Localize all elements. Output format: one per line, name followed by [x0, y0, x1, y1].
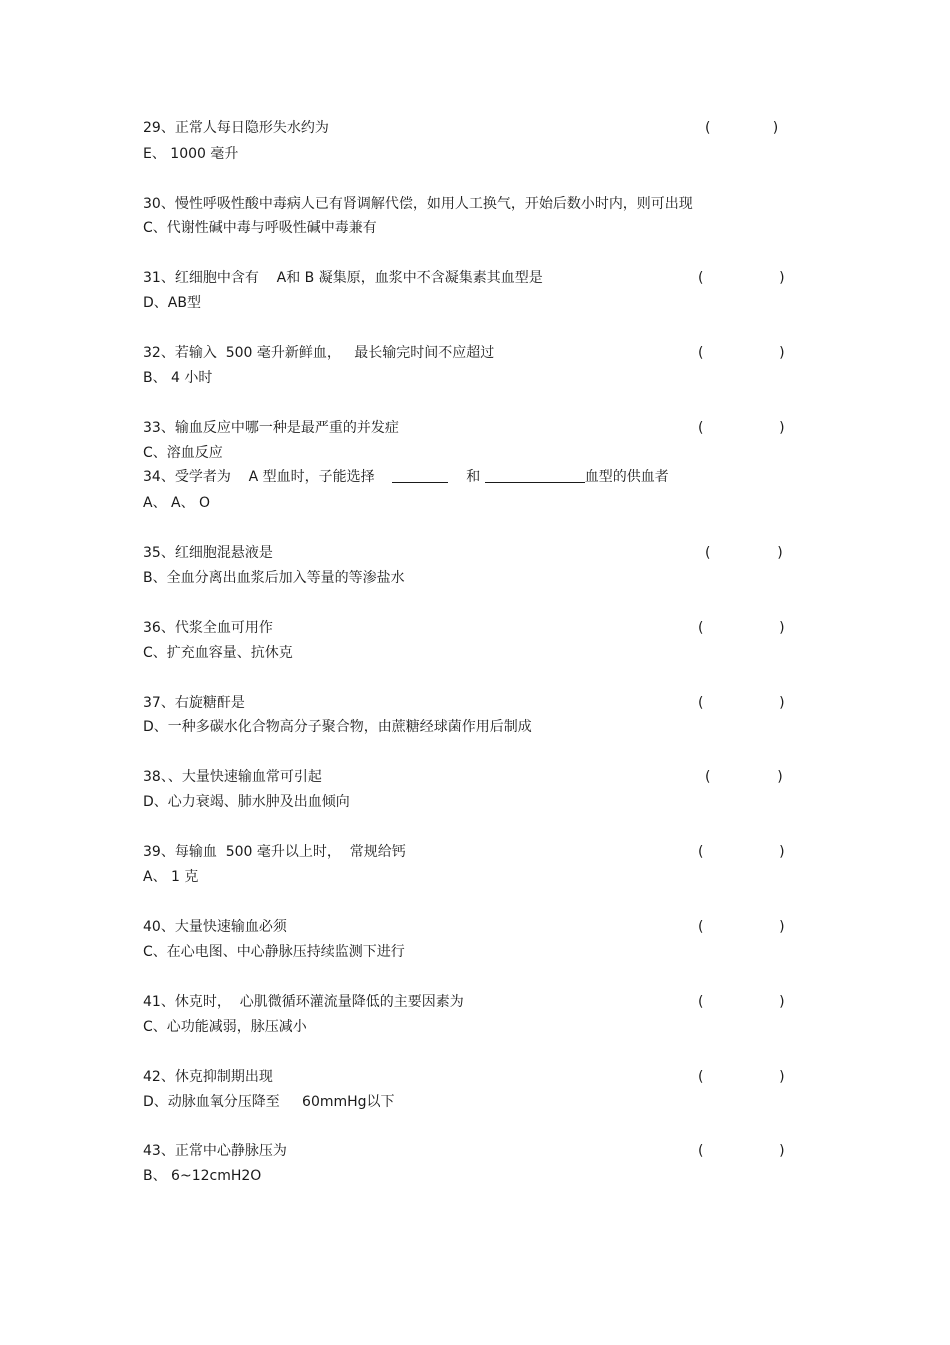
question-answer: D、动脉血氧分压降至 60mmHg以下 [143, 1094, 395, 1110]
question-stem: 31、红细胞中含有 A和 B 凝集原，血浆中不含凝集素其血型是 [143, 270, 543, 286]
question-stem: 42、休克抑制期出现 [143, 1069, 273, 1085]
question-answer: C、在心电图、中心静脉压持续监测下进行 [143, 944, 405, 960]
question-answer: A、 1 克 [143, 869, 199, 885]
answer-blank-paren: ( ) [705, 120, 779, 136]
fill-blank [485, 468, 585, 483]
question-answer: A、 A、 O [143, 495, 211, 511]
answer-blank-paren: ( ) [698, 695, 785, 711]
question-stem-part: 34、受学者为 A 型血时，子能选择 [143, 469, 375, 485]
answer-blank-paren: ( ) [698, 994, 785, 1010]
question-stem: 39、每输血 500 毫升以上时， 常规给钙 [143, 844, 406, 860]
question-answer: C、心功能减弱，脉压减小 [143, 1019, 307, 1035]
question-stem: 36、代浆全血可用作 [143, 620, 273, 636]
question-answer: D、AB型 [143, 295, 201, 311]
fill-blank [392, 468, 448, 483]
question-answer: C、代谢性碱中毒与呼吸性碱中毒兼有 [143, 220, 377, 236]
question-stem-part: 血型的供血者 [584, 469, 669, 485]
question-answer: C、溶血反应 [143, 445, 223, 461]
answer-blank-paren: ( ) [698, 270, 785, 286]
question-stem: 30、慢性呼吸性酸中毒病人已有肾调解代偿，如用人工换气，开始后数小时内，则可出现 [143, 196, 693, 212]
answer-blank-paren: ( ) [698, 1143, 785, 1159]
question-stem: 33、输血反应中哪一种是最严重的并发症 [143, 420, 399, 436]
question-answer: B、 4 小时 [143, 370, 213, 386]
question-stem: 35、红细胞混悬液是 [143, 545, 273, 561]
question-answer: D、一种多碳水化合物高分子聚合物，由蔗糖经球菌作用后制成 [143, 719, 532, 735]
answer-blank-paren: ( ) [698, 620, 785, 636]
question-stem: 32、若输入 500 毫升新鲜血， 最长输完时间不应超过 [143, 345, 495, 361]
answer-blank-paren: ( ) [705, 545, 783, 561]
answer-blank-paren: ( ) [698, 420, 785, 436]
question-answer: D、心力衰竭、肺水肿及出血倾向 [143, 794, 350, 810]
question-answer: B、全血分离出血浆后加入等量的等渗盐水 [143, 570, 405, 586]
question-stem: 41、休克时， 心肌微循环灌流量降低的主要因素为 [143, 994, 464, 1010]
answer-blank-paren: ( ) [698, 844, 785, 860]
question-stem [143, 468, 669, 486]
question-stem: 43、正常中心静脉压为 [143, 1143, 287, 1159]
question-stem: 38、、大量快速输血常可引起 [143, 769, 322, 785]
question-answer: B、 6~12cmH2O [143, 1168, 262, 1184]
question-answer: C、扩充血容量、抗休克 [143, 645, 293, 661]
answer-blank-paren: ( ) [698, 1069, 785, 1085]
question-stem: 40、大量快速输血必须 [143, 919, 287, 935]
answer-blank-paren: ( ) [698, 345, 785, 361]
question-stem: 29、正常人每日隐形失水约为 [143, 120, 329, 136]
question-answer: E、 1000 毫升 [143, 146, 239, 162]
question-stem: 37、右旋糖酐是 [143, 695, 245, 711]
answer-blank-paren: ( ) [705, 769, 783, 785]
question-stem-part: 和 [466, 469, 481, 485]
answer-blank-paren: ( ) [698, 919, 785, 935]
